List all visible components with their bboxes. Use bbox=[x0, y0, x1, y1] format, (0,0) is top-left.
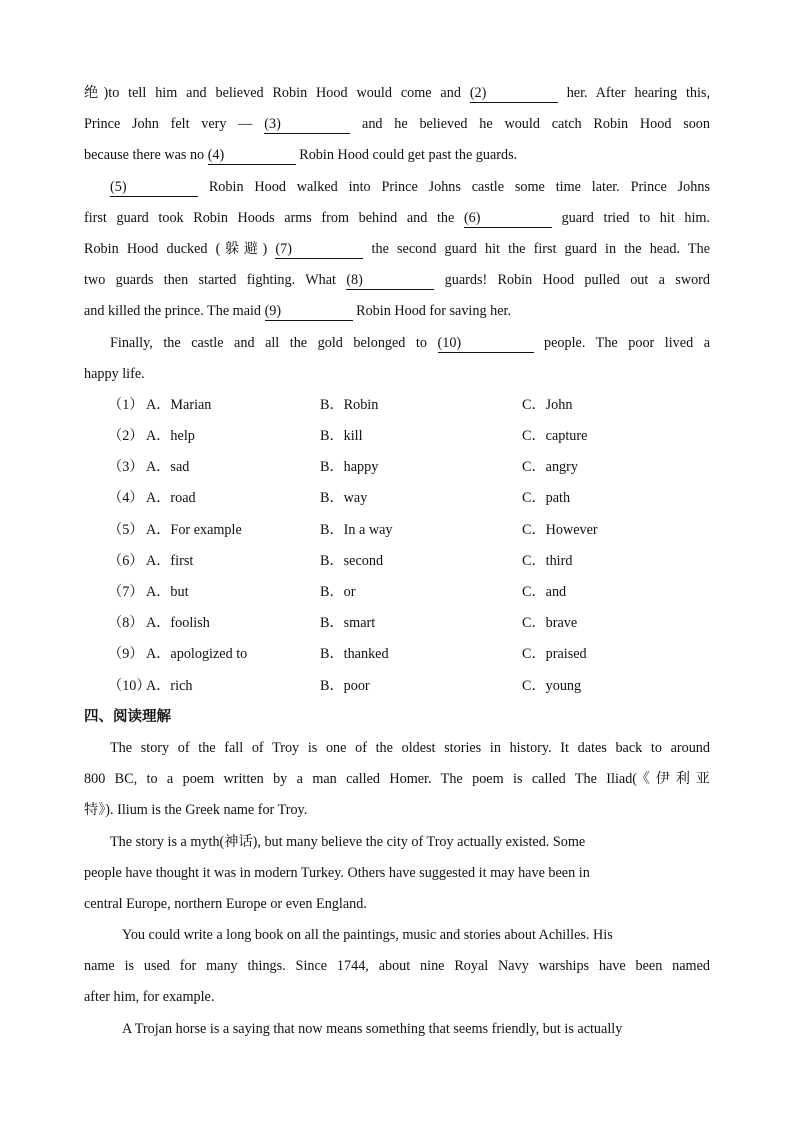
option-b[interactable]: B．Robin bbox=[320, 396, 379, 413]
option-b[interactable]: B．In a way bbox=[320, 521, 393, 538]
cloze-text: Robin Hood ducked (躲避) bbox=[84, 240, 276, 257]
option-a[interactable]: A．For example bbox=[146, 521, 242, 538]
question-number: （5） bbox=[108, 521, 144, 538]
option-a[interactable]: A．first bbox=[146, 552, 194, 569]
cloze-line-4 bbox=[84, 172, 710, 203]
worksheet-page bbox=[84, 78, 710, 1045]
cloze-line-7 bbox=[84, 265, 710, 296]
option-row bbox=[84, 639, 710, 670]
cloze-text: people. The poor lived a bbox=[533, 334, 710, 351]
option-row bbox=[84, 452, 710, 483]
question-number: （1） bbox=[108, 396, 144, 413]
option-c[interactable]: C．capture bbox=[522, 428, 588, 445]
option-row bbox=[84, 390, 710, 421]
cloze-line-10 bbox=[84, 359, 710, 390]
answer-blank-2[interactable]: (2) bbox=[470, 84, 558, 103]
cloze-text: guards! Robin Hood pulled out a sword bbox=[434, 272, 710, 289]
cloze-line-1 bbox=[84, 78, 710, 109]
option-b[interactable]: B．thanked bbox=[320, 646, 389, 663]
option-b[interactable]: B．second bbox=[320, 552, 384, 569]
option-a[interactable]: A．rich bbox=[146, 677, 193, 694]
option-c[interactable]: C．young bbox=[522, 677, 582, 694]
option-b[interactable]: B．way bbox=[320, 490, 368, 507]
option-a[interactable]: A．help bbox=[146, 428, 195, 445]
cloze-line-2 bbox=[84, 109, 710, 140]
option-a[interactable]: A．apologized to bbox=[146, 646, 248, 663]
answer-blank-10[interactable]: (10) bbox=[438, 334, 534, 353]
option-a[interactable]: A．foolish bbox=[146, 615, 210, 632]
cloze-line-8 bbox=[84, 296, 710, 327]
option-row bbox=[84, 671, 710, 702]
cloze-text: the second guard hit the first guard in the head. The bbox=[363, 240, 710, 257]
question-number: （9） bbox=[108, 646, 144, 663]
cloze-text: two guards then started fighting. What bbox=[84, 272, 347, 289]
option-c[interactable]: C．and bbox=[522, 584, 567, 600]
answer-blank-6[interactable]: (6) bbox=[464, 209, 552, 228]
option-a[interactable]: A．Marian bbox=[146, 396, 212, 413]
reading-line-8: name is used for many things. Since 1744, about nine Royal Navy warships have been named bbox=[84, 958, 710, 975]
question-number: （7） bbox=[108, 584, 144, 600]
cloze-text: because there was no bbox=[84, 147, 208, 164]
option-b[interactable]: B．smart bbox=[320, 615, 376, 632]
question-number: （2） bbox=[108, 428, 144, 445]
reading-line-4: The story is a myth(神话), but many believe the city of Troy actually existed. Some bbox=[110, 833, 586, 850]
option-row bbox=[84, 577, 710, 608]
cloze-text: happy life. bbox=[84, 365, 145, 382]
option-c[interactable]: C．angry bbox=[522, 459, 578, 476]
answer-blank-4[interactable]: (4) bbox=[208, 146, 296, 165]
option-row bbox=[84, 421, 710, 452]
cloze-line-5 bbox=[84, 203, 710, 234]
cloze-text: and killed the prince. The maid bbox=[84, 303, 265, 320]
question-number: （4） bbox=[108, 490, 144, 507]
answer-blank-8[interactable]: (8) bbox=[346, 271, 434, 290]
option-c[interactable]: C．praised bbox=[522, 646, 587, 663]
cloze-line-3 bbox=[84, 140, 710, 171]
option-b[interactable]: B．happy bbox=[320, 459, 379, 476]
cloze-text: and he believed he would catch Robin Hood soon bbox=[350, 116, 710, 133]
cloze-text: guard tried to hit him. bbox=[551, 209, 711, 226]
option-a[interactable]: A．road bbox=[146, 490, 196, 507]
cloze-line-6 bbox=[84, 234, 710, 265]
option-row bbox=[84, 546, 710, 577]
option-c[interactable]: C．brave bbox=[522, 615, 578, 632]
answer-blank-9[interactable]: (9) bbox=[265, 302, 353, 321]
cloze-text: Robin Hood could get past the guards. bbox=[295, 147, 518, 164]
cloze-text: Robin Hood walked into Prince Johns castle some time later. Prince Johns bbox=[198, 178, 710, 195]
answer-blank-7[interactable]: (7) bbox=[275, 240, 363, 259]
reading-line-7: You could write a long book on all the paintings, music and stories about Achilles. His bbox=[122, 927, 613, 944]
answer-blank-3[interactable]: (3) bbox=[264, 115, 350, 134]
reading-line-6: central Europe, northern Europe or even England. bbox=[84, 895, 367, 912]
option-a[interactable]: A．but bbox=[146, 584, 189, 600]
question-number: （3） bbox=[108, 459, 144, 476]
section-heading: 四、阅读理解 bbox=[84, 708, 171, 725]
question-number: （6） bbox=[108, 552, 144, 569]
option-b[interactable]: B．kill bbox=[320, 428, 363, 445]
reading-line-3: 特》). Ilium is the Greek name for Troy. bbox=[84, 802, 308, 819]
option-b[interactable]: B．poor bbox=[320, 677, 370, 694]
option-c[interactable]: C．However bbox=[522, 521, 598, 538]
option-a[interactable]: A．sad bbox=[146, 459, 190, 476]
cloze-text: Prince John felt very — bbox=[84, 116, 265, 133]
reading-line-2: 800 BC, to a poem written by a man called Homer. The poem is called The Iliad(《伊利亚 bbox=[84, 771, 710, 788]
option-c[interactable]: C．third bbox=[522, 552, 573, 569]
option-c[interactable]: C．path bbox=[522, 490, 571, 507]
reading-line-9: after him, for example. bbox=[84, 989, 215, 1006]
cloze-text: first guard took Robin Hoods arms from behind and the bbox=[84, 209, 464, 226]
reading-line-1: The story of the fall of Troy is one of the oldest stories in history. It dates back to around bbox=[110, 739, 710, 756]
reading-line-5: people have thought it was in modern Turkey. Others have suggested it may have been in bbox=[84, 864, 590, 881]
option-row bbox=[84, 608, 710, 639]
option-row bbox=[84, 515, 710, 546]
option-row bbox=[84, 483, 710, 514]
cloze-line-9 bbox=[84, 328, 710, 359]
cloze-text: her. After hearing this, bbox=[557, 85, 710, 101]
options-list bbox=[84, 390, 710, 702]
cloze-text: Finally, the castle and all the gold belonged to bbox=[110, 334, 438, 351]
option-b[interactable]: B．or bbox=[320, 584, 356, 600]
reading-line-10: A Trojan horse is a saying that now means something that seems friendly, but is actually bbox=[122, 1020, 623, 1037]
cloze-text: Robin Hood for saving her. bbox=[352, 303, 511, 320]
question-number: （8） bbox=[108, 615, 144, 632]
option-c[interactable]: C．John bbox=[522, 396, 573, 413]
answer-blank-5[interactable]: (5) bbox=[110, 178, 198, 197]
question-number: （10） bbox=[108, 677, 151, 694]
cloze-text: 绝)to tell him and believed Robin Hood would come and bbox=[84, 85, 470, 101]
